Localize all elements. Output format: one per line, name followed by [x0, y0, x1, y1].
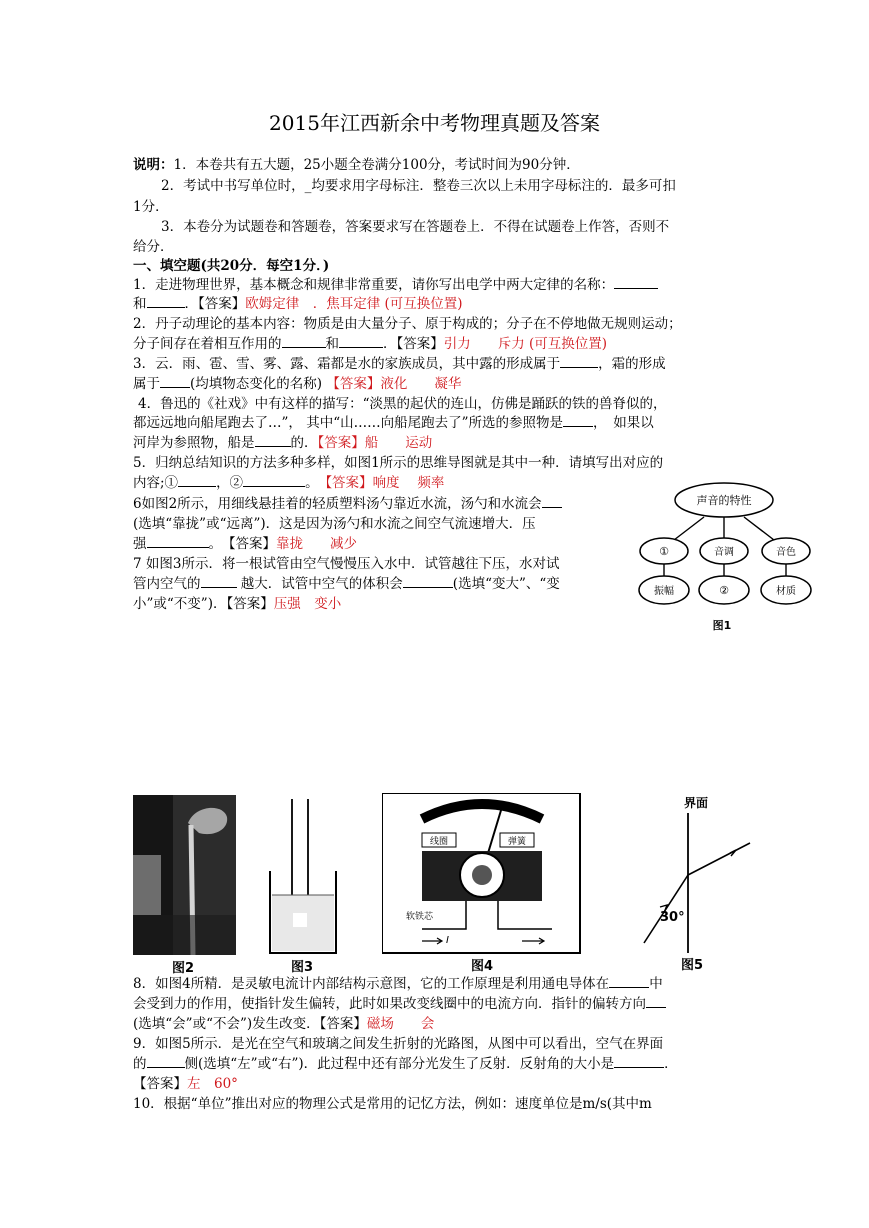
- mindmap-arrow: [674, 517, 704, 540]
- q3-line-2: [133, 374, 461, 394]
- ray-arrow: [730, 850, 736, 856]
- q7-line-3: [133, 594, 341, 614]
- q4-line-1: 4．鲁迅的《社戏》中有这样的描写：“淡黑的起伏的连山，仿佛是踊跃的铁的兽脊似的，: [138, 396, 667, 412]
- refracted-ray: [688, 843, 750, 875]
- blank: [609, 974, 649, 988]
- q4-text: 都远远地向船尾跑去了…”， 其中“山……向船尾跑去了”所选的参照物是: [133, 415, 563, 431]
- q3-text: 3．云．雨、雹、雪、雾、露、霜都是水的家族成员，其中露的形成属于: [133, 356, 561, 372]
- q7-answer: 压强 变小: [273, 596, 342, 612]
- q7-line-1: 7 如图3所示．将一根试管由空气慢慢压入水中．试管越往下压，水对试: [133, 556, 560, 572]
- q5-line-2: [133, 473, 444, 493]
- figure-1-label: 图1: [712, 619, 732, 632]
- blank: [646, 994, 666, 1008]
- q3-answer: 液化 凝华: [380, 376, 462, 392]
- page-title: 2015年江西新余中考物理真题及答案: [269, 111, 600, 135]
- q5-text: 内容;①: [133, 475, 179, 491]
- blank: [339, 334, 383, 348]
- figure-3-label: 图3: [290, 960, 314, 975]
- mindmap-node-amplitude-label: 振幅: [654, 586, 674, 597]
- q1-text: 和: [133, 296, 147, 312]
- blank: [160, 374, 190, 388]
- q5-text: 。: [305, 475, 312, 491]
- note-line-5: 给分．: [133, 239, 174, 255]
- section-heading: 一、填空题(共20分．每空1分．): [133, 258, 330, 274]
- q1-line-2: [133, 294, 463, 314]
- q5-text: ，②: [216, 475, 244, 491]
- q9-text: 的: [133, 1056, 147, 1072]
- q6-text: 强: [133, 536, 147, 552]
- q4-line-3: [133, 433, 432, 453]
- q9-answer: 左 60°: [187, 1076, 238, 1092]
- photo-bottom: [133, 915, 236, 955]
- current-label: I: [446, 935, 449, 946]
- spring-label: 弹簧: [507, 837, 527, 847]
- q9-answer-label: 【答案】: [133, 1076, 187, 1092]
- blank: [614, 1054, 664, 1068]
- q8-text: 8．如图4所精．是灵敏电流计内部结构示意图，它的工作原理是利用通电导体在: [133, 976, 610, 992]
- figure-5-refraction: [630, 793, 770, 975]
- q7-text: 小”或“不变”)．【答案】: [133, 596, 274, 612]
- q8-text: (选填“会”或“不会”)发生改变．【答案】: [133, 1016, 367, 1032]
- figure-5-label: 图5: [680, 958, 704, 973]
- figure-1-mind-map: [634, 478, 812, 634]
- note-line-2: 2．考试中书写单位时，_均要求用字母标注．整卷三次以上未用字母标注的．最多可扣: [161, 178, 676, 194]
- note-line-4: 3．本卷分为试题卷和答题卷，答案要求写在答题卷上．不得在试题卷上作答，否则不: [161, 219, 670, 235]
- photo-highlight: [133, 855, 161, 915]
- blank: [243, 473, 305, 487]
- blank: [614, 275, 658, 289]
- blank: [563, 413, 593, 427]
- q6-line-2: (选填“靠拢”或“远离”)．这是因为汤勺和水流之间空气流速增大．压: [133, 516, 536, 532]
- q6-answer: 靠拢 减少: [276, 536, 357, 552]
- q4-text: 的．: [290, 435, 318, 451]
- coil-label: 线圈: [429, 837, 449, 847]
- q7-text: 越大．试管中空气的体积会: [236, 576, 403, 592]
- core-label: 软铁芯: [406, 912, 434, 922]
- blank: [147, 534, 209, 548]
- q5-answer: 响度 频率: [372, 475, 445, 491]
- blank: [147, 1054, 185, 1068]
- mindmap-node-timbre-label: 音色: [776, 547, 796, 558]
- q6-line-3: [133, 534, 357, 554]
- q3-text: 属于: [133, 376, 160, 392]
- q4-text: ， 如果以: [593, 415, 654, 431]
- q2-line-1: 2．丹子动理论的基本内容：物质是由大量分子、原于构成的；分子在不停地做无规则运动；: [133, 316, 682, 332]
- air-in-tube: [293, 913, 307, 927]
- q8-text: 中: [649, 976, 663, 992]
- angle-label: 30°: [660, 910, 685, 925]
- blank: [255, 433, 291, 447]
- soft-iron-core: [472, 865, 492, 885]
- q8-text: 会受到力的作用，使指针发生偏转，此时如果改变线圈中的电流方向．指针的偏转方向: [133, 996, 646, 1012]
- blank: [201, 574, 237, 588]
- figure-4-label: 图4: [470, 959, 494, 974]
- q4-line-2: [133, 413, 654, 433]
- q6-answer-label: 。 【答案】: [208, 536, 276, 552]
- blank: [147, 294, 185, 308]
- q2-text: 和: [325, 336, 339, 352]
- q7-text: 管内空气的: [133, 576, 201, 592]
- q7-text: (选填“变大”、“变: [452, 576, 560, 592]
- q7-line-2: [133, 574, 560, 594]
- blank: [403, 574, 453, 588]
- q9-text: ．: [664, 1056, 678, 1072]
- q8-line-1: [133, 974, 663, 994]
- q8-line-2: [133, 994, 666, 1014]
- q4-answer: 船 运动: [364, 435, 433, 451]
- blank: [560, 354, 598, 368]
- figure-2-photo: [133, 795, 238, 975]
- mindmap-node-1-label: ①: [659, 545, 669, 558]
- figure-4-galvanometer: [382, 793, 582, 975]
- q2-text: 分子间存在着相互作用的: [133, 336, 282, 352]
- q1-line-1: [133, 275, 658, 295]
- blank: [282, 334, 326, 348]
- q4-text: 河岸为参照物，船是: [133, 435, 255, 451]
- mindmap-root-label: 声音的特性: [696, 494, 752, 507]
- q1-text: 1．走进物理世界，基本概念和规律非常重要，请你写出电学中两大定律的名称：: [133, 277, 615, 293]
- q3-answer-label: 【答案】: [326, 376, 381, 392]
- q9-line-3: [133, 1074, 238, 1094]
- q8-line-3: [133, 1014, 434, 1034]
- q3-text: (均填物态变化的名称): [190, 376, 323, 392]
- q8-answer: 磁场 会: [366, 1016, 435, 1032]
- mindmap-node-pitch-label: 音调: [714, 547, 734, 558]
- q2-answer: 引力 斥力 (可互换位置): [443, 336, 608, 352]
- note-text: 1．本卷共有五大题，25小题全卷满分100分，考试时间为90分钟．: [173, 157, 580, 173]
- note-label: 说明：: [133, 157, 174, 173]
- q2-line-2: [133, 334, 607, 354]
- interface-label: 界面: [683, 796, 709, 810]
- q3-line-1: [133, 354, 666, 374]
- q9-line-1: 9．如图5所示．是光在空气和玻璃之间发生折射的光路图，从图中可以看出，空气在界面: [133, 1036, 664, 1052]
- q1-answer: 欧姆定律 ．焦耳定律 (可互换位置): [245, 296, 463, 312]
- mindmap-node-material-label: 材质: [776, 586, 796, 597]
- note-line-3: 1分．: [133, 199, 169, 215]
- q9-line-2: [133, 1054, 678, 1074]
- q5-answer-label: 【答案】: [325, 475, 373, 491]
- blank: [178, 473, 216, 487]
- blank: [542, 494, 562, 508]
- q6-line-1: [133, 494, 562, 514]
- q6-text: 6如图2所示，用细线悬挂着的轻质塑料汤勺靠近水流，汤勺和水流会: [133, 496, 542, 512]
- q10-line-1: 10．根据“单位”推出对应的物理公式是常用的记忆方法，例如：速度单位是m/s(其中m: [133, 1096, 652, 1112]
- mindmap-node-2-label: ②: [719, 584, 729, 597]
- q4-answer-label: 【答案】: [317, 435, 365, 451]
- q1-answer-label: ．【答案】: [184, 296, 246, 312]
- q5-line-1: 5．归纳总结知识的方法多种多样，如图1所示的思维导图就是其中一种．请填写出对应的: [133, 455, 664, 471]
- q3-text: ，霜的形成: [598, 356, 666, 372]
- figure-3-diagram: [262, 795, 352, 975]
- q9-text: 侧(选填“左”或“右”)．此过程中还有部分光发生了反射．反射角的大小是: [184, 1056, 615, 1072]
- q2-answer-label: ．【答案】: [383, 336, 444, 352]
- figure-2-label: 图2: [171, 961, 195, 975]
- note-line-1: [133, 155, 580, 175]
- mindmap-arrow: [744, 517, 774, 540]
